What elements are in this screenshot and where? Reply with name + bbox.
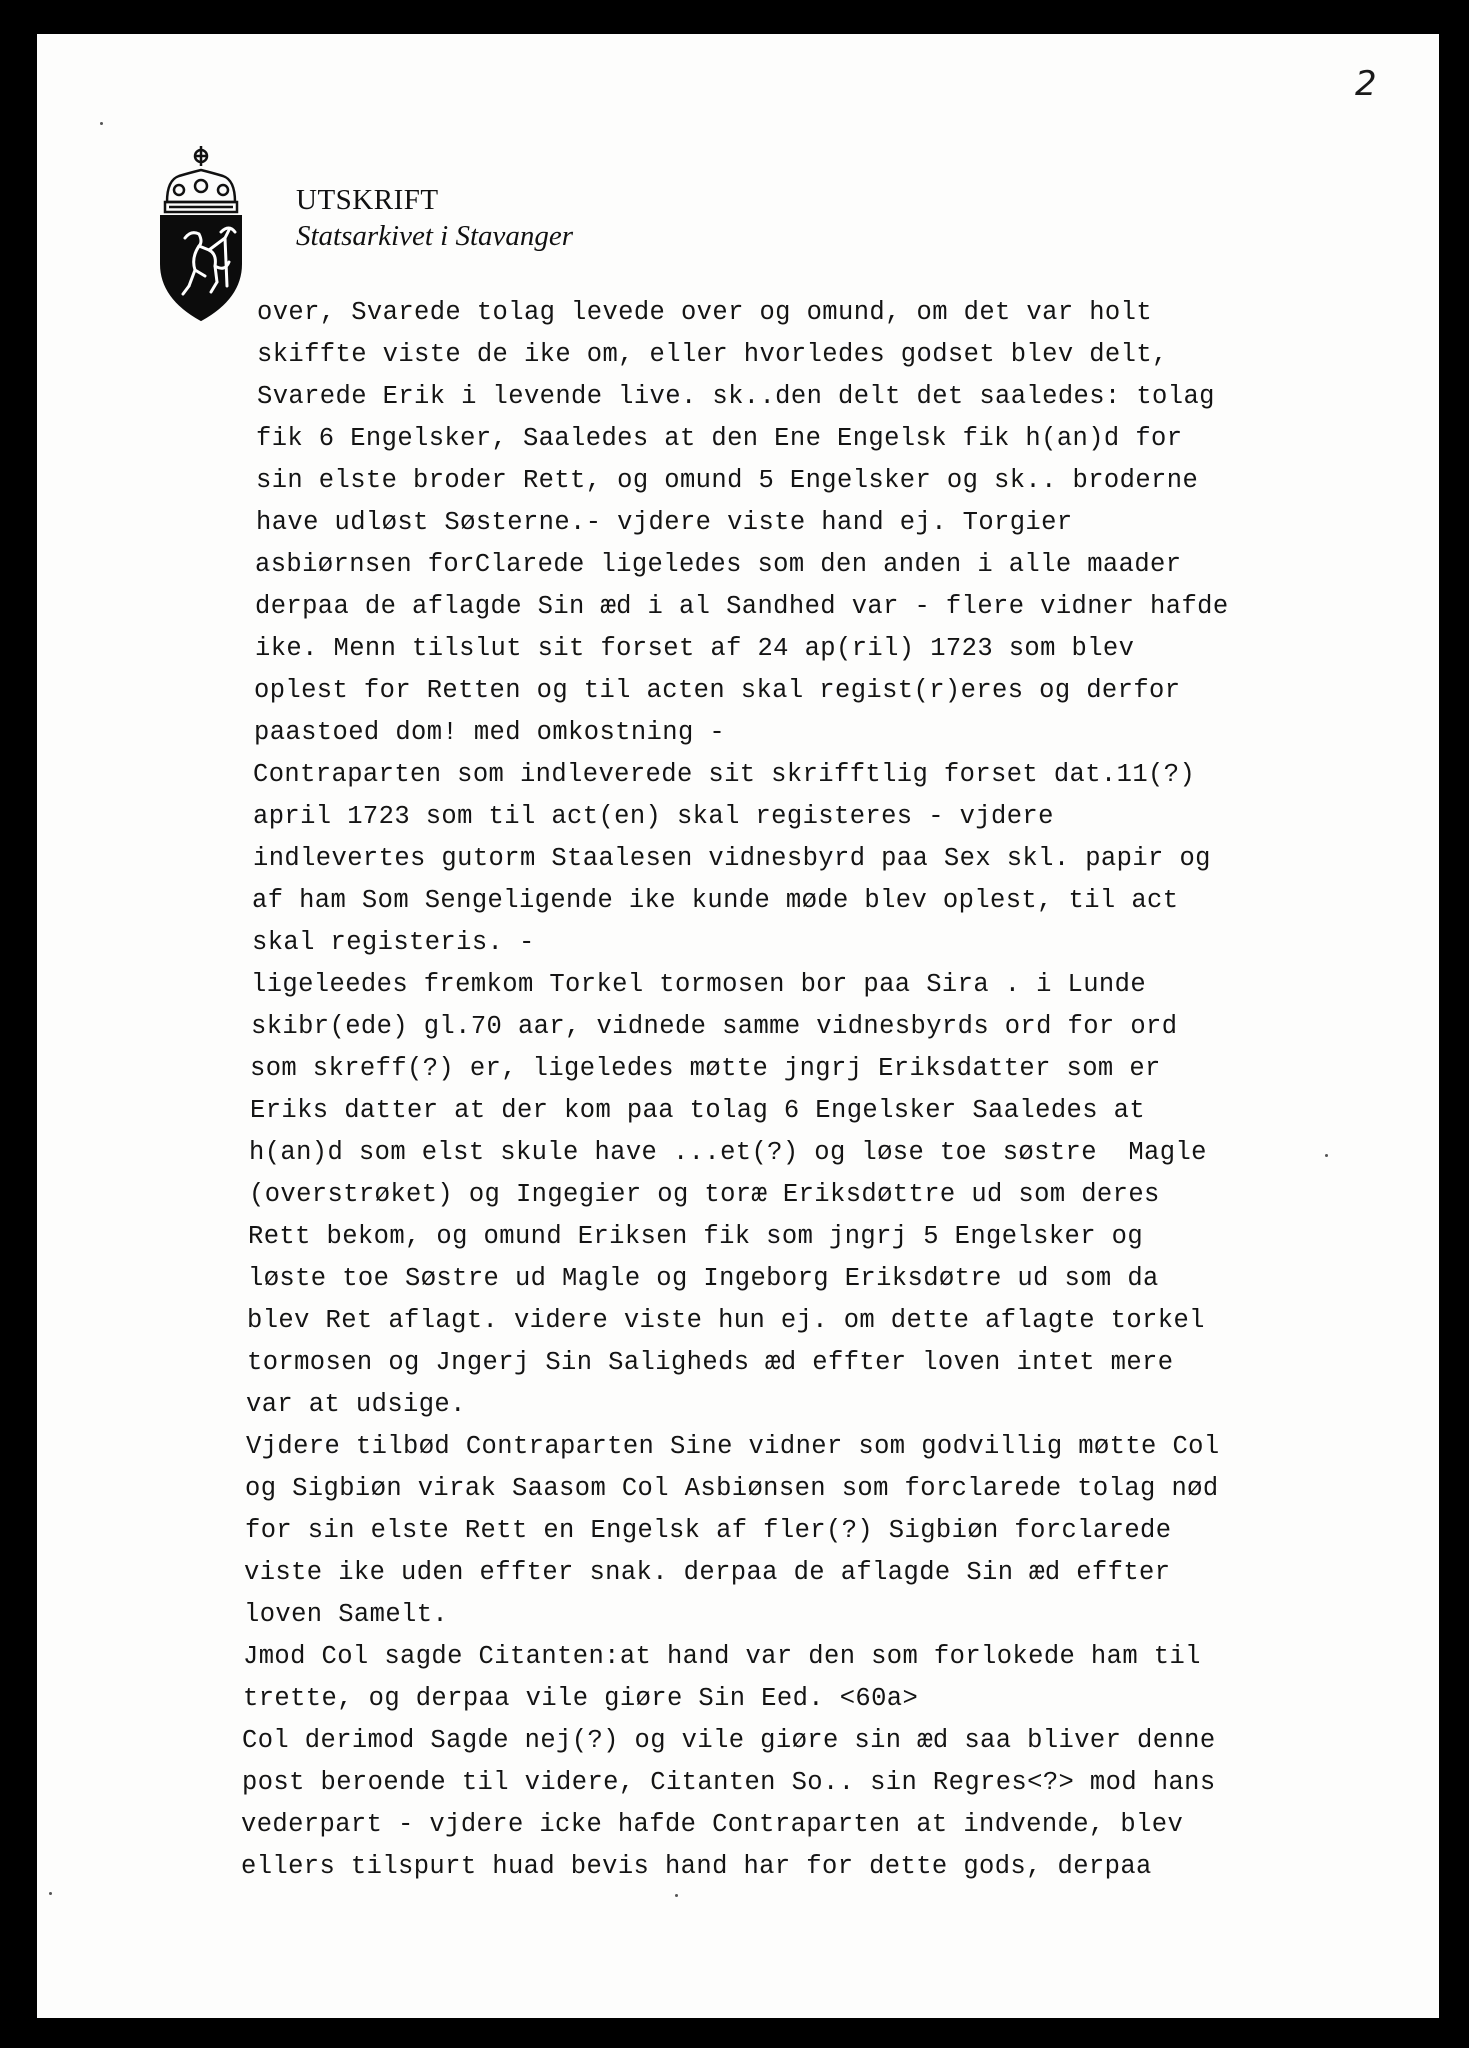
transcript-line: viste ike uden effter snak. derpaa de aflagde Sin æd effter — [244, 1558, 1171, 1587]
transcript-line: som skreff(?) er, ligeledes møtte jngrj Eriksdatter som er — [250, 1054, 1161, 1083]
transcript-line: april 1723 som til act(en) skal registeres - vjdere — [253, 802, 1054, 831]
transcript-line: Eriks datter at der kom paa tolag 6 Engelsker Saaledes at — [250, 1096, 1146, 1125]
transcript-line: af ham Som Sengeligende ike kunde møde blev oplest, til act — [252, 886, 1179, 915]
transcript-line: skibr(ede) gl.70 aar, vidnede samme vidnesbyrds ord for ord — [251, 1012, 1178, 1041]
transcript-line: tormosen og Jngerj Sin Saligheds æd effter loven intet mere — [247, 1348, 1174, 1377]
transcript-line: Svarede Erik i levende live. sk..den delt det saaledes: tolag — [257, 382, 1215, 411]
transcript-line: Jmod Col sagde Citanten:at hand var den som forlokede ham til — [243, 1642, 1201, 1671]
transcript-line: løste toe Søstre ud Magle og Ingeborg Eriksdøtre ud som da — [248, 1264, 1159, 1293]
transcript-line: ellers tilspurt huad bevis hand har for dette gods, derpaa — [241, 1852, 1152, 1881]
transcript-line: fik 6 Engelsker, Saaledes at den Ene Engelsk fik h(an)d for — [256, 424, 1183, 453]
transcript-line: Vjdere tilbød Contraparten Sine vidner som godvillig møtte Col — [246, 1432, 1220, 1461]
scan-speck — [1325, 1154, 1328, 1157]
transcript-line: Col derimod Sagde nej(?) og vile giøre sin æd saa bliver denne — [242, 1726, 1216, 1755]
scan-speck — [49, 1892, 52, 1895]
transcript-line: loven Samelt. — [244, 1600, 449, 1629]
transcript-line: asbiørnsen forClarede ligeledes som den anden i alle maader — [255, 550, 1182, 579]
transcript-line: (overstrøket) og Ingegier og toræ Eriksdøttre ud som deres — [249, 1180, 1160, 1209]
scan-speck — [675, 1894, 678, 1897]
header-subtitle: Statsarkivet i Stavanger — [296, 220, 574, 252]
transcript-line: Rett bekom, og omund Eriksen fik som jngrj 5 Engelsker og — [248, 1222, 1144, 1251]
transcript-line: ike. Menn tilslut sit forset af 24 ap(ril) 1723 som blev — [255, 634, 1135, 663]
transcript-line: var at udsige. — [246, 1390, 466, 1419]
transcript-line: trette, og derpaa vile giøre Sin Eed. <60a> — [243, 1684, 919, 1713]
document-page — [37, 34, 1439, 2018]
page-number: 2 — [1355, 64, 1377, 104]
transcript-line: over, Svarede tolag levede over og omund, om det var holt — [257, 298, 1153, 327]
transcript-line: for sin elste Rett en Engelsk af fler(?) Sigbiøn forclarede — [245, 1516, 1172, 1545]
transcript-line: derpaa de aflagde Sin æd i al Sandhed var - flere vidner hafde — [255, 592, 1229, 621]
transcript-line: skiffte viste de ike om, eller hvorledes godset blev delt, — [257, 340, 1168, 369]
transcript-line: post beroende til videre, Citanten So.. sin Regres<?> mod hans — [242, 1768, 1216, 1797]
transcript-line: paastoed dom! med omkostning - — [254, 718, 726, 747]
scan-speck — [100, 122, 103, 125]
transcript-line: vederpart - vjdere icke hafde Contraparten at indvende, blev — [241, 1810, 1184, 1839]
transcript-line: sin elste broder Rett, og omund 5 Engelsker og sk.. broderne — [256, 466, 1199, 495]
transcript-line: blev Ret aflagt. videre viste hun ej. om dette aflagte torkel — [247, 1306, 1205, 1335]
transcript-line: oplest for Retten og til acten skal regist(r)eres og derfor — [254, 676, 1181, 705]
transcript-line: indlevertes gutorm Staalesen vidnesbyrd paa Sex skl. papir og — [253, 844, 1211, 873]
transcript-line: skal registeris. - — [252, 928, 535, 957]
transcript-line: og Sigbiøn virak Saasom Col Asbiønsen som forclarede tolag nød — [245, 1474, 1219, 1503]
transcript-line: ligeleedes fremkom Torkel tormosen bor paa Sira . i Lunde — [251, 970, 1147, 999]
transcript-line: Contraparten som indleverede sit skrifftlig forset dat.11(?) — [253, 760, 1196, 789]
header-title: UTSKRIFT — [296, 184, 439, 216]
transcript-line: have udløst Søsterne.- vjdere viste hand ej. Torgier — [256, 508, 1073, 537]
transcript-line: h(an)d som elst skule have ...et(?) og løse toe søstre Magle — [249, 1138, 1207, 1167]
transcript-body — [37, 34, 1439, 2018]
